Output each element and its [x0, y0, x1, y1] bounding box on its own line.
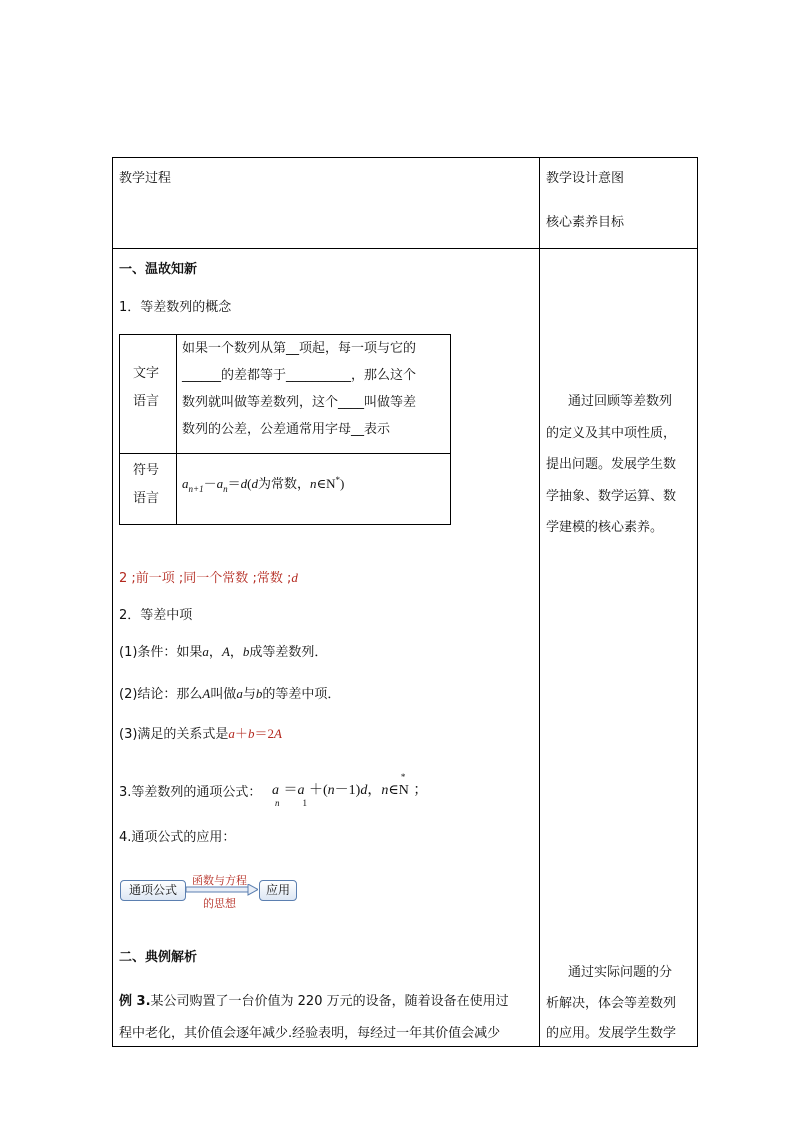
header-teaching-process: 教学过程: [119, 171, 172, 186]
section1-note-line-4: 学抽象、数学运算、数: [546, 489, 677, 504]
item2-heading: 2．等差中项: [119, 608, 193, 623]
table-bottom-border: [112, 1046, 698, 1047]
header-core-literacy: 核心素养目标: [546, 215, 625, 230]
table-column-divider: [539, 157, 540, 1047]
general-term-line: 3.等差数列的通项公式：: [119, 785, 262, 800]
symbol-language-label-1: 符号: [133, 463, 160, 478]
section1-title: 一、温故知新: [119, 262, 198, 277]
diagram-arrow-label-bottom: 的思想: [203, 897, 236, 910]
section2-note-line-2: 析解决，体会等差数列: [546, 996, 677, 1011]
item4-line: 4.通项公式的应用：: [119, 830, 236, 845]
table-left-border: [112, 157, 113, 1047]
example-line-2: 程中老化，其价值会逐年减少.经验表明，每经过一年其价值会减少: [119, 1026, 501, 1041]
header-row-divider: [112, 248, 698, 249]
definition-line-2: ______的差都等于__________，那么这个: [182, 368, 417, 383]
definition-line-4: 数列的公差，公差通常用字母__表示: [182, 422, 391, 437]
item1-heading: 1．等差数列的概念: [119, 300, 232, 315]
section1-note-line-3: 提出问题。发展学生数: [546, 457, 677, 472]
general-term-formula: $a_n=a_1+(n-1)d$，n∈N*；: [272, 772, 428, 808]
text-language-label-2: 语言: [133, 394, 160, 409]
table-right-border: [697, 157, 698, 1047]
example-line-1: 例 3.某公司购置了一台价值为 220 万元的设备，随着设备在使用过: [119, 994, 509, 1009]
diagram-right-box: 应用: [259, 880, 297, 901]
text-language-label-1: 文字: [133, 366, 160, 381]
condition-line: (1)条件：如果a，A，b成等差数列．: [119, 644, 328, 660]
concept-table-bottom: [119, 524, 451, 525]
symbol-language-label-2: 语言: [133, 491, 160, 506]
concept-table-top: [119, 334, 451, 335]
concept-table-row-div: [119, 453, 451, 454]
section1-note-line-2: 的定义及其中项性质，: [546, 426, 677, 441]
diagram-left-box: 通项公式: [120, 880, 186, 901]
relation-line: (3)满足的关系式是a＋b＝2A: [119, 726, 282, 742]
conclusion-line: (2)结论：那么A叫做a与b的等差中项．: [119, 686, 341, 702]
definition-line-1: 如果一个数列从第__项起，每一项与它的: [182, 341, 417, 356]
concept-table-mid-col: [176, 334, 177, 525]
section2-title: 二、典例解析: [119, 950, 198, 965]
diagram-arrow-label-top: 函数与方程: [192, 874, 247, 887]
section1-note-line-5: 学建模的核心素养。: [546, 520, 664, 535]
table-top-border: [112, 157, 698, 158]
symbol-formula: $a_{n+1}-a_n=d(d$为常数，n∈N*): [182, 475, 345, 494]
section1-note-line-1: 通过回顾等差数列: [568, 394, 673, 409]
header-design-intent: 教学设计意图: [546, 171, 625, 186]
definition-line-3: 数列就叫做等差数列，这个____叫做等差: [182, 395, 417, 410]
concept-table-left: [119, 334, 120, 525]
section2-note-line-3: 的应用。发展学生数学: [546, 1026, 677, 1041]
concept-table-right: [450, 334, 451, 525]
answer-line: 2 ;前一项 ;同一个常数 ;常数 ;d: [119, 570, 298, 586]
section2-note-line-1: 通过实际问题的分: [568, 965, 673, 980]
